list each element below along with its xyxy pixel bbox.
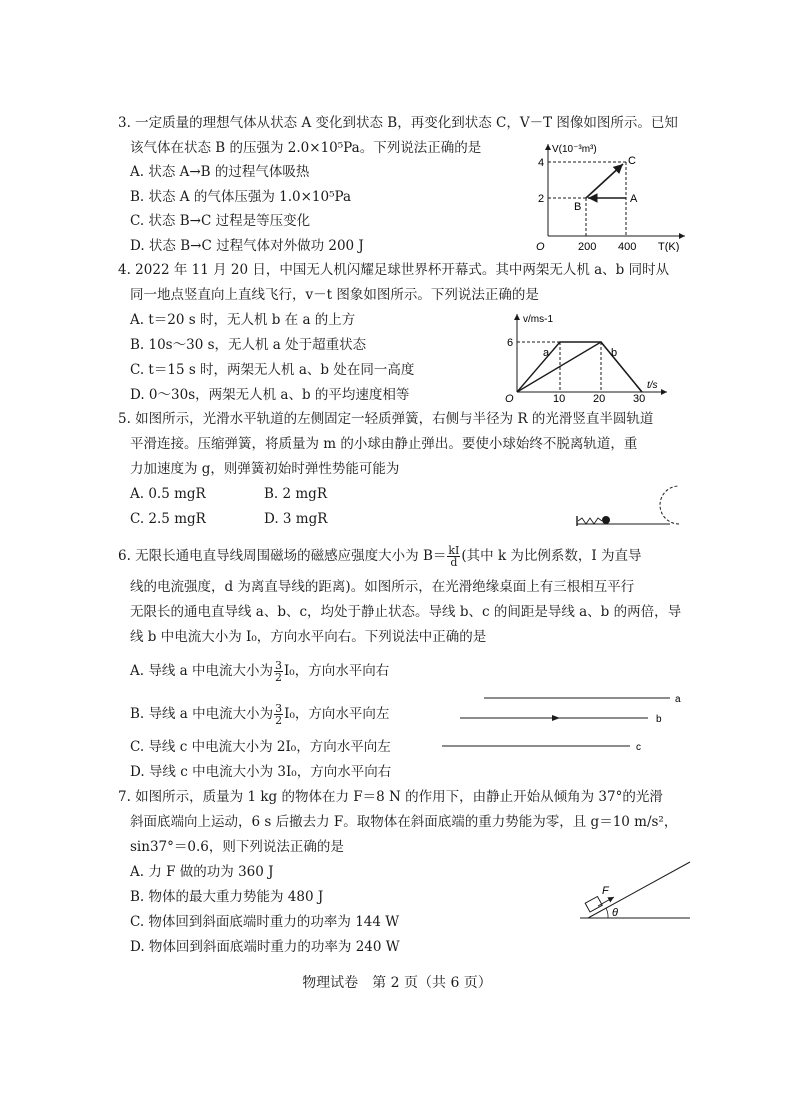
q6-option-a-frac-num: 3 xyxy=(274,659,282,672)
q3-ytick-4: 4 xyxy=(538,157,545,169)
q6-option-a xyxy=(130,660,389,683)
q3-ytick-2: 2 xyxy=(538,193,545,205)
q5-track-figure xyxy=(575,482,690,530)
q7-stem-line1: 7. 如图所示，质量为 1 kg 的物体在力 F＝8 N 的作用下，由静止开始从倾角为 37°的光滑 xyxy=(118,789,663,805)
q7-stem-line3: sin37°＝0.6，则下列说法正确的是 xyxy=(130,839,344,855)
q4-xtick-20: 20 xyxy=(593,393,606,402)
q7-stem-line2: 斜面底端向上运动，6 s 后撤去力 F。取物体在斜面底端的重力势能为零，且 g＝10 m/s²， xyxy=(130,814,678,830)
q6-option-a-post: I₀，方向水平向右 xyxy=(283,663,390,679)
q6-option-a-frac-den: 2 xyxy=(274,671,282,684)
q6-frac-num: kI xyxy=(448,544,460,557)
q4-origin: O xyxy=(505,393,514,402)
q3-option-c: C. 状态 B→C 过程是等压变化 xyxy=(130,213,311,229)
q4-xtick-10: 10 xyxy=(553,393,566,402)
q6-option-b-frac-num: 3 xyxy=(275,702,283,715)
q6-option-b-pre: B. 导线 a 中电流大小为 xyxy=(130,706,274,722)
page-footer: 物理试卷 第 2 页（共 6 页） xyxy=(302,975,492,991)
q6-frac-den: d xyxy=(450,556,458,569)
q3-origin: O xyxy=(536,241,545,252)
q3-option-d: D. 状态 B→C 过程气体对外做功 200 J xyxy=(130,238,364,254)
q4-vt-graph xyxy=(505,310,670,402)
q5-option-b: B. 2 mgR xyxy=(264,486,327,502)
q6-option-a-pre: A. 导线 a 中电流大小为 xyxy=(130,663,273,679)
q6-label-c: c xyxy=(636,742,641,752)
q6-option-b-frac-den: 2 xyxy=(275,714,283,727)
q4-option-d: D. 0～30s，两架无人机 a、b 的平均速度相等 xyxy=(130,387,410,403)
q3-stem-line1: 3. 一定质量的理想气体从状态 A 变化到状态 B，再变化到状态 C，V－T 图像如图所示。已知 xyxy=(118,115,678,131)
q6-option-b-fraction xyxy=(274,703,283,726)
q6-stem-line1b: (其中 k 为比例系数，I 为直导 xyxy=(461,548,642,564)
q6-stem-line1 xyxy=(118,545,642,568)
q6-option-a-fraction xyxy=(274,660,283,683)
q6-option-c: C. 导线 c 中电流大小为 2I₀，方向水平向左 xyxy=(130,739,391,755)
q3-ylabel: V(10⁻³m³) xyxy=(552,144,597,155)
q3-option-b: B. 状态 A 的气体压强为 1.0×10⁵Pa xyxy=(130,189,352,205)
ball-icon xyxy=(602,516,610,524)
current-arrow-icon xyxy=(552,715,560,721)
q6-formula-fraction xyxy=(447,545,460,568)
q3-path-b-c xyxy=(586,164,623,198)
q3-xlabel: T(K) xyxy=(658,241,680,252)
q6-wires-figure xyxy=(440,690,690,752)
q6-option-b-post: I₀，方向水平向左 xyxy=(284,706,390,722)
q3-vt-graph xyxy=(530,140,690,252)
q3-point-c: C xyxy=(628,155,636,167)
semicircle-track xyxy=(660,486,679,524)
q3-point-a: A xyxy=(630,193,638,205)
q6-option-b xyxy=(130,703,389,726)
q3-xtick-400: 400 xyxy=(618,241,637,252)
q5-option-d: D. 3 mgR xyxy=(264,511,328,527)
q6-label-a: a xyxy=(675,694,681,705)
q4-xtick-30: 30 xyxy=(633,393,646,402)
q4-ytick-6: 6 xyxy=(507,337,514,349)
q4-ylabel: v/ms-1 xyxy=(523,314,553,325)
q4-option-a: A. t＝20 s 时，无人机 b 在 a 的上方 xyxy=(130,312,356,328)
q7-option-c: C. 物体回到斜面底端时重力的功率为 144 W xyxy=(130,914,400,930)
q6-option-d: D. 导线 c 中电流大小为 3I₀，方向水平向右 xyxy=(130,764,392,780)
q7-angle-label: θ xyxy=(612,907,618,919)
q5-option-a: A. 0.5 mgR xyxy=(130,486,206,502)
q3-option-a: A. 状态 A→B 的过程气体吸热 xyxy=(130,164,310,180)
q4-xlabel: t/s xyxy=(647,380,658,391)
q4-option-b: B. 10s～30 s，无人机 a 处于超重状态 xyxy=(130,337,367,353)
q3-stem-line2: 该气体在状态 B 的压强为 2.0×10⁵Pa。下列说法正确的是 xyxy=(130,140,482,156)
q4-line-b xyxy=(517,342,642,392)
q5-option-c: C. 2.5 mgR xyxy=(130,511,206,527)
q6-stem-line4: 线 b 中电流大小为 I₀，方向水平向右。下列说法中正确的是 xyxy=(130,629,487,645)
q6-stem-line3: 无限长的通电直导线 a、b、c，均处于静止状态。导线 b、c 的间距是导线 a、b 的两倍，导 xyxy=(130,604,682,620)
q7-incline-figure xyxy=(578,860,693,922)
q7-option-a: A. 力 F 做的功为 360 J xyxy=(130,864,274,880)
q5-stem-line2: 平滑连接。压缩弹簧，将质量为 m 的小球由静止弹出。要使小球始终不脱离轨道，重 xyxy=(130,436,638,452)
q4-label-b: b xyxy=(611,347,618,359)
q6-label-b: b xyxy=(656,714,662,725)
q4-stem-line1: 4. 2022 年 11 月 20 日，中国无人机闪耀足球世界杯开幕式。其中两架无人机 a、b 同时从 xyxy=(118,262,670,278)
q4-option-c: C. t＝15 s 时，两架无人机 a、b 处在同一高度 xyxy=(130,362,415,378)
q4-label-a: a xyxy=(543,347,550,359)
q3-xtick-200: 200 xyxy=(578,241,597,252)
q6-stem-line1a: 6. 无限长通电直导线周围磁场的磁感应强度大小为 B＝ xyxy=(118,548,447,564)
q3-point-b: B xyxy=(574,201,582,213)
q5-stem-line3: 力加速度为 g，则弹簧初始时弹性势能可能为 xyxy=(130,461,400,477)
q7-option-d: D. 物体回到斜面底端时重力的功率为 240 W xyxy=(130,939,400,955)
block-icon xyxy=(585,896,602,912)
q6-stem-line2: 线的电流强度，d 为离直导线的距离)。如图所示，在光滑绝缘桌面上有三根相互平行 xyxy=(130,579,635,595)
q4-stem-line2: 同一地点竖直向上直线飞行，v－t 图象如图所示。下列说法正确的是 xyxy=(130,287,539,303)
q4-line-a xyxy=(517,342,642,392)
q7-option-b: B. 物体的最大重力势能为 480 J xyxy=(130,889,324,905)
q5-stem-line1: 5. 如图所示，光滑水平轨道的左侧固定一轻质弹簧，右侧与半径为 R 的光滑竖直半圆轨道 xyxy=(118,411,654,427)
q7-force-label: F xyxy=(602,885,609,897)
spring-icon xyxy=(578,518,602,524)
